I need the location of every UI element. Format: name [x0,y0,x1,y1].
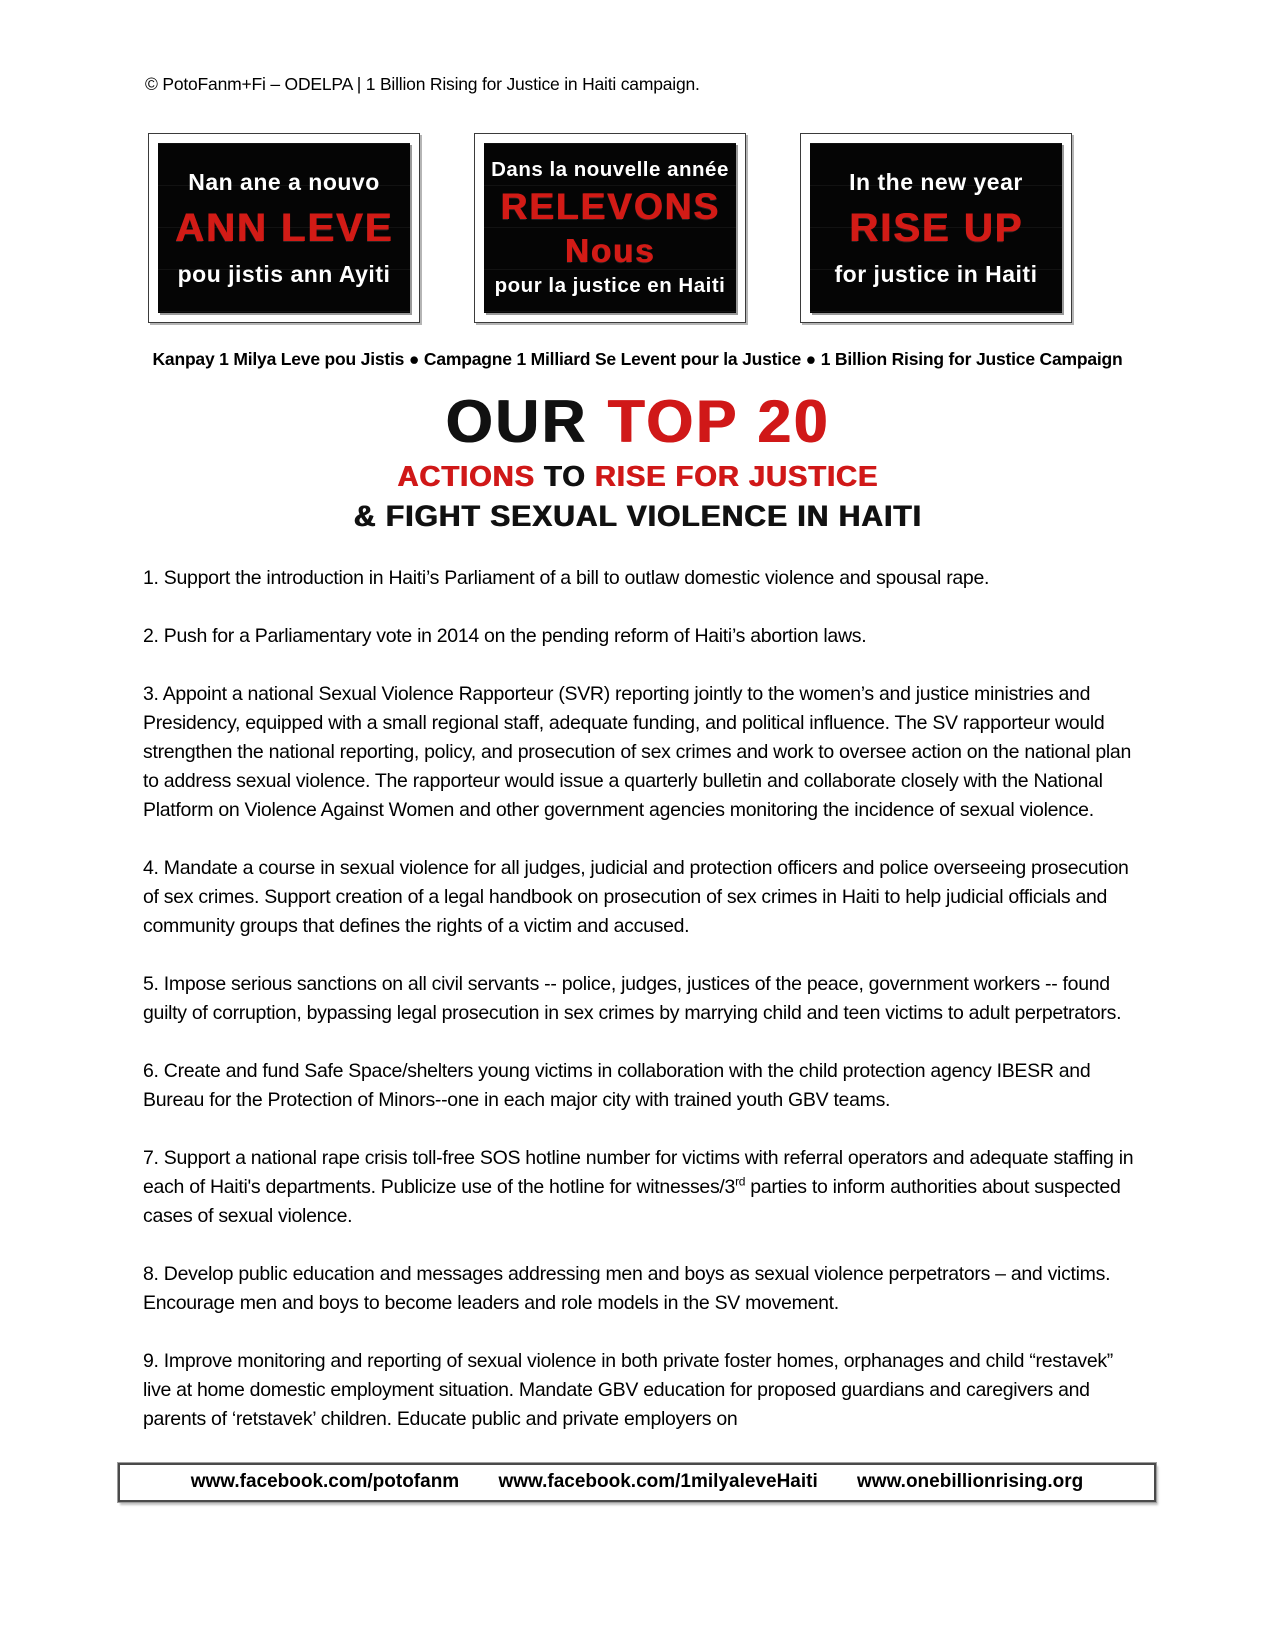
action-item-5: 5. Impose serious sanctions on all civil servants -- police, judges, justices of the peace, government workers -- found guilty of corruption, bypassing legal prosecution in sex crimes by marrying child and teen victims to adult perpetrators. [143,973,1122,1024]
footer-link-facebook-1milyaleve: www.facebook.com/1milyaleveHaiti [498,1471,818,1492]
action-item-7-superscript: rd [735,1174,746,1189]
banner-kreyol-inner [158,143,410,313]
footer-link-facebook-potofanm: www.facebook.com/potofanm [190,1471,460,1492]
banner-french-inner [484,143,736,313]
subtitle-to: TO [543,461,586,493]
action-item-6: 6. Create and fund Safe Space/shelters young victims in collaboration with the child protection agency IBESR and Bureau for the Protection of Minors--one in each major city with trained youth GBV teams. [143,1060,1091,1111]
footer-link-onebillionrising: www.onebillionrising.org [857,1471,1084,1492]
page-title [0,386,1275,458]
copyright-line: © PotoFanm+Fi – ODELPA | 1 Billion Rising for Justice in Haiti campaign. [145,74,700,94]
banner-row [148,133,1072,323]
page-title-red-part: TOP 20 [607,388,830,455]
banner-french-bottom-line: pour la justice en Haiti [494,274,726,297]
action-item-7-pre: 7. Support a national rape crisis toll-free SOS hotline number for victims with referral operators and adequate staffing in each of Haiti's departments. Publicize use of the hotline for witnesses/3 [143,1147,1134,1198]
banner-kreyol-top-line: Nan ane a nouvo [188,168,380,195]
banner-english-main-line: RISE UP [848,205,1024,250]
banner-english-inner [810,143,1062,313]
banner-card-kreyol [148,133,420,323]
action-item-1: 1. Support the introduction in Haiti’s Parliament of a bill to outlaw domestic violence and spousal rape. [143,567,990,589]
action-item-7-post: parties to inform authorities about suspected cases of sexual violence. [143,1176,1121,1227]
banner-french-top-line: Dans la nouvelle année [491,158,729,181]
actions-list [143,564,1143,1434]
banner-french-main-line: RELEVONS [500,186,720,227]
campaign-tagline: Kanpay 1 Milya Leve pou Jistis ● Campagne 1 Milliard Se Levent pour la Justice ● 1 Billion Rising for Justice Campaign [152,349,1123,369]
action-item-2: 2. Push for a Parliamentary vote in 2014 on the pending reform of Haiti’s abortion laws. [143,625,867,647]
action-item-4: 4. Mandate a course in sexual violence for all judges, judicial and protection officers and police overseeing prosecution of sex crimes. Support creation of a legal handbook on prosecution of sex crimes in Haiti to help judicial officials and community groups that defines the rights of a victim and accused. [143,857,1129,937]
banner-card-english [800,133,1072,323]
banner-card-french [474,133,746,323]
action-item-9: 9. Improve monitoring and reporting of sexual violence in both private foster homes, orphanages and child “restavek” live at home domestic employment situation. Mandate GBV education for proposed guardians and caregivers and parents of ‘retstavek’ children. Educate public and private employers on [143,1350,1114,1430]
banner-french-main2-line: Nous [564,232,656,269]
subtitle-rise-for-justice: RISE FOR JUSTICE [594,461,878,493]
banner-kreyol-bottom-line: pou jistis ann Ayiti [177,260,391,287]
page-subtitle-1 [0,458,1275,496]
banner-kreyol-main-line: ANN LEVE [174,205,394,250]
subtitle-actions: ACTIONS [397,461,535,493]
page-subtitle-2: & FIGHT SEXUAL VIOLENCE IN HAITI [353,500,922,533]
action-item-7 [143,1144,1143,1231]
footer-links-box [118,1463,1156,1502]
banner-english-bottom-line: for justice in Haiti [834,260,1038,287]
action-item-8: 8. Develop public education and messages addressing men and boys as sexual violence perpetrators – and victims. Encourage men and boys to become leaders and role models in the SV movement. [143,1263,1111,1314]
action-item-3: 3. Appoint a national Sexual Violence Rapporteur (SVR) reporting jointly to the women’s and justice ministries and Presidency, equipped with a small regional staff, adequate funding, and political influence. The SV rapporteur would strengthen the national reporting, policy, and prosecution of sex crimes and work to oversee action on the national plan to address sexual violence. The rapporteur would issue a quarterly bulletin and collaborate closely with the National Platform on Violence Against Women and other government agencies monitoring the incidence of sexual violence. [143,683,1132,821]
banner-english-top-line: In the new year [849,168,1023,195]
page-title-black-part: OUR [445,388,588,455]
